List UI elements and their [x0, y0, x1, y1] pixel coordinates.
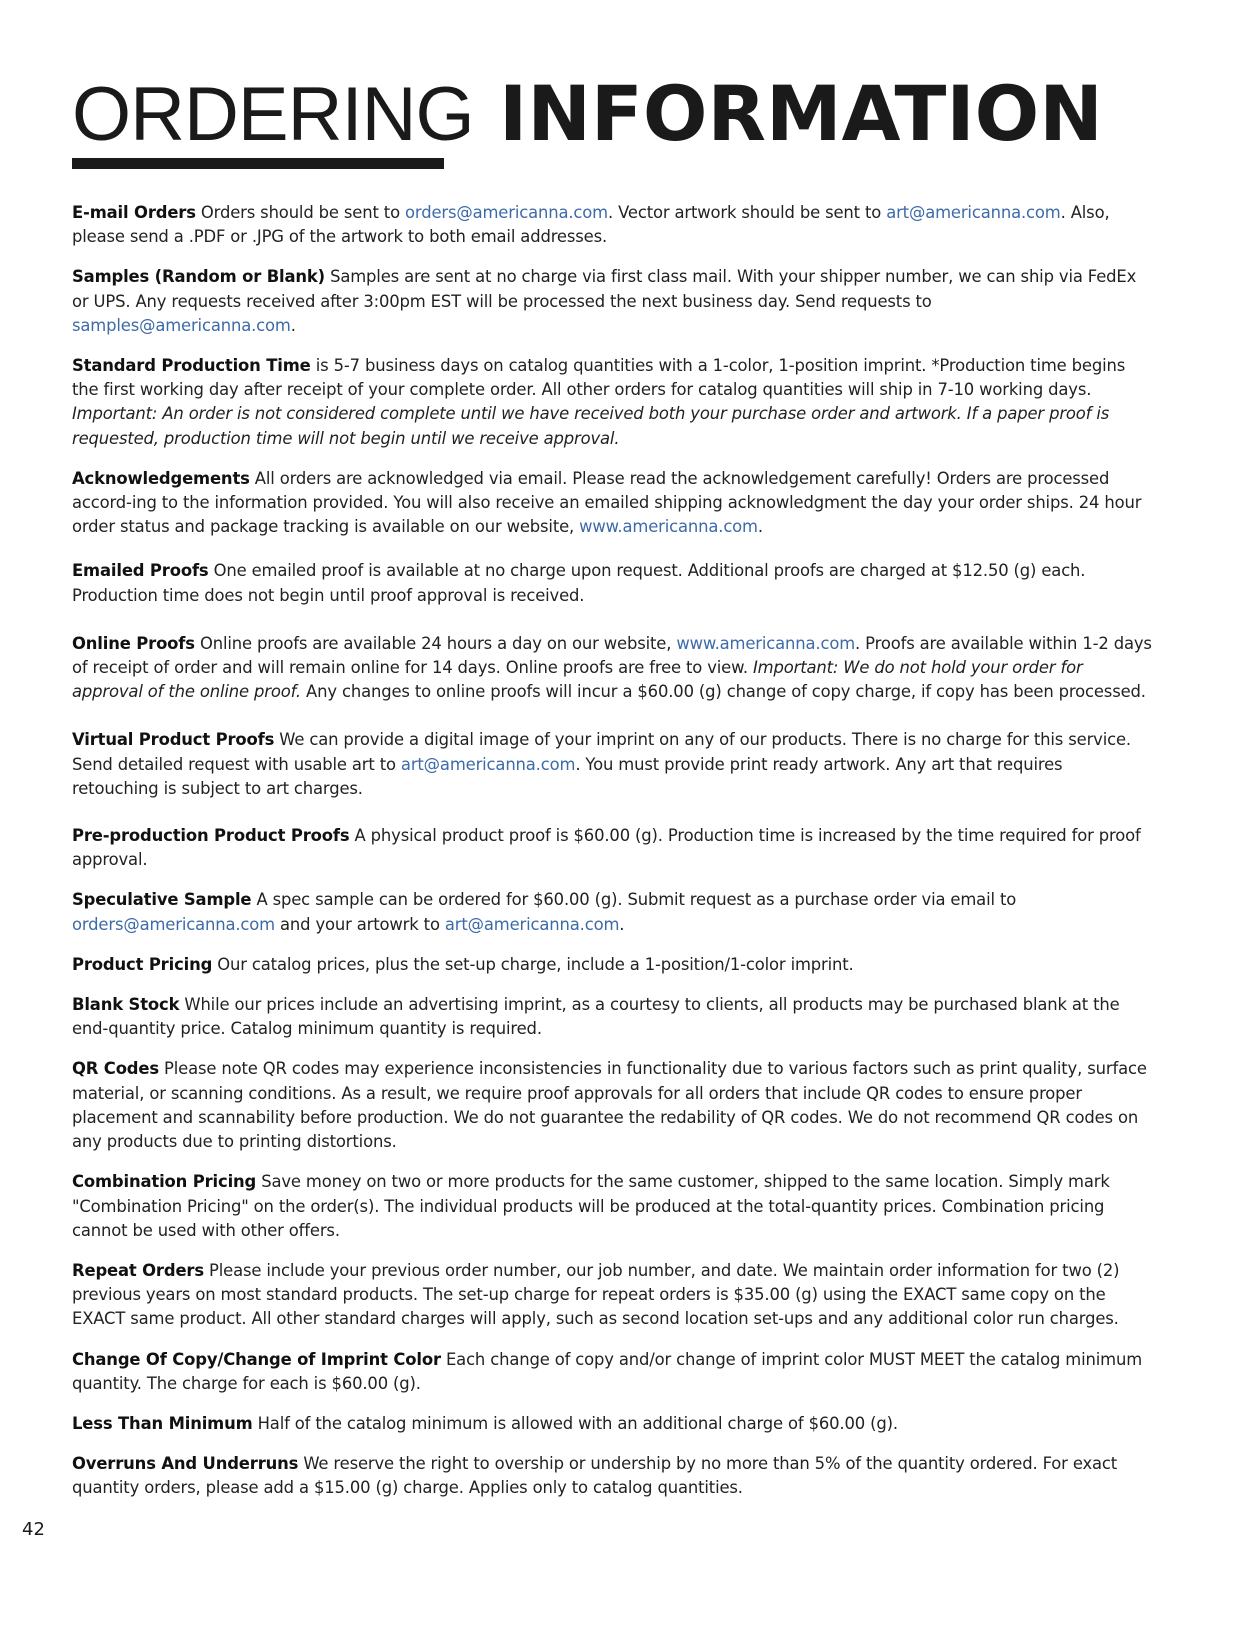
email-link-art[interactable]: art@americanna.com	[400, 754, 576, 774]
section-standard-production	[72, 354, 1154, 451]
section-text: One emailed proof is available at no charge upon request. Additional proofs are charged at $12.50 (g) each. Production time does not begin until proof approval is received.	[72, 561, 1086, 605]
section-heading: Overruns And Underruns	[72, 1454, 299, 1474]
section-text: Please note QR codes may experience inconsistencies in functionality due to various factors such as print quality, surface material, or scanning conditions. As a result, we require proof approvals for all orders that include QR codes to ensure proper placement and scannability before production. We do not guarantee the redability of QR codes. We do not recommend QR codes on any products due to printing distortions.	[72, 1059, 1147, 1152]
section-combination-pricing	[72, 1170, 1154, 1243]
section-text: . Also, please send a .PDF or .JPG of the artwork to both email addresses.	[72, 203, 1110, 247]
email-link-art[interactable]: art@americanna.com	[444, 914, 620, 934]
email-link-art[interactable]: art@americanna.com	[886, 203, 1061, 222]
section-heading: Product Pricing	[72, 954, 213, 974]
section-heading: QR Codes	[72, 1059, 159, 1079]
website-link[interactable]: www.americanna.com	[579, 517, 758, 537]
section-heading: Pre-production Product Proofs	[72, 826, 350, 846]
section-heading: E-mail Orders	[72, 203, 196, 222]
section-text: .	[619, 914, 625, 934]
section-qr-codes	[72, 1057, 1154, 1154]
section-change-of-copy	[72, 1348, 1154, 1396]
section-italic-note: Important: An order is not considered complete until we have received both your purchase order and artwork. If a paper proof is requested, production time will not begin until we receive approval.	[72, 404, 1110, 448]
section-heading: Acknowledgements	[72, 468, 250, 488]
section-heading: Speculative Sample	[72, 890, 252, 910]
title-underline-rule	[72, 158, 444, 169]
section-speculative-sample	[72, 888, 1154, 936]
section-text: We reserve the right to overship or undership by no more than 5% of the quantity ordered. For exact quantity orders, please add a $15.00 (g) charge. Applies only to catalog quantities.	[72, 1454, 1118, 1498]
section-heading: Virtual Product Proofs	[72, 730, 275, 750]
website-link[interactable]: www.americanna.com	[676, 633, 856, 653]
section-heading: Repeat Orders	[72, 1260, 204, 1280]
section-heading: Change Of Copy/Change of Imprint Color	[72, 1349, 441, 1369]
title-bold-word: INFORMATION	[499, 69, 1103, 158]
page-number: 42	[22, 1519, 45, 1540]
section-heading: Combination Pricing	[72, 1172, 257, 1192]
section-italic-note: Important: We do not hold your order for approval of the online proof.	[72, 658, 1083, 702]
section-heading: Emailed Proofs	[72, 561, 209, 581]
section-product-pricing	[72, 953, 1154, 977]
ordering-info-body	[72, 201, 1154, 1501]
section-text: . Vector artwork should be sent to	[607, 203, 887, 222]
section-text: is 5-7 business days on catalog quantities with a 1-color, 1-position imprint. *Production time begins the first working day after receipt of your complete order. All other orders for catalog quantities will ship in 7-10 working days.	[72, 356, 1126, 400]
section-preproduction-proofs	[72, 824, 1154, 872]
section-overruns	[72, 1452, 1154, 1500]
section-heading: Less Than Minimum	[72, 1413, 253, 1433]
section-repeat-orders	[72, 1259, 1154, 1332]
section-acknowledgements	[72, 467, 1154, 540]
section-heading: Samples (Random or Blank)	[72, 267, 326, 287]
section-text: .	[290, 315, 296, 335]
section-text: Each change of copy and/or change of imprint color MUST MEET the catalog minimum quantity. The charge for each is $60.00 (g).	[72, 1349, 1143, 1393]
section-text: A physical product proof is $60.00 (g). Production time is increased by the time required for proof approval.	[72, 826, 1141, 870]
section-online-proofs	[72, 632, 1154, 705]
section-text: Any changes to online proofs will incur a $60.00 (g) change of copy charge, if copy has been processed.	[301, 682, 1146, 702]
section-less-than-minimum	[72, 1412, 1154, 1436]
section-samples	[72, 265, 1154, 338]
email-link-samples[interactable]: samples@americanna.com	[72, 315, 291, 335]
section-text: A spec sample can be ordered for $60.00 (g). Submit request as a purchase order via email to	[251, 890, 1017, 910]
section-text: . Proofs are available within 1-2 days of receipt of order and will remain online for 14 days. Online proofs are free to view.	[72, 633, 1152, 678]
section-blank-stock	[72, 993, 1154, 1041]
section-text: Samples are sent at no charge via first class mail. With your shipper number, we can ship via FedEx or UPS. Any requests received after 3:00pm EST will be processed the next business day. Send requests to	[72, 267, 1137, 311]
section-heading: Online Proofs	[72, 633, 195, 653]
section-text: and your artowrk to	[274, 914, 445, 934]
section-text: Save money on two or more products for the same customer, shipped to the same location. Simply mark "Combination Pricing" on the order(s). The individual products will be produced at the total-quantity prices. Combination pricing cannot be used with other offers.	[72, 1172, 1110, 1240]
email-link-orders[interactable]: orders@americanna.com	[405, 203, 608, 222]
section-text: Orders should be sent to	[195, 203, 406, 222]
section-text: Please include your previous order number, our job number, and date. We maintain order information for two (2) previous years on most standard products. The set-up charge for repeat orders is $35.00 (g) using the EXACT same copy on the EXACT same product. All other standard charges will apply, such as second location set-ups and any additional color run charges.	[72, 1260, 1120, 1329]
section-text: .	[757, 517, 763, 537]
page-title	[72, 69, 1103, 158]
section-emailed-proofs	[72, 559, 1154, 607]
section-text: Our catalog prices, plus the set-up charge, include a 1-position/1-color imprint.	[212, 954, 854, 974]
section-text: All orders are acknowledged via email. Please read the acknowledgement carefully! Orders are processed accord-ing to the information provided. You will also receive an emailed shipping acknowledgment the day your order ships. 24 hour order status and package tracking is available on our website,	[72, 468, 1142, 537]
section-text: We can provide a digital image of your imprint on any of our products. There is no charge for this service. Send detailed request with usable art to	[72, 730, 1131, 774]
section-text: . You must provide print ready artwork. Any art that requires retouching is subject to art charges.	[72, 754, 1063, 798]
section-heading: Blank Stock	[72, 995, 180, 1015]
section-email-orders	[72, 201, 1154, 249]
email-link-orders[interactable]: orders@americanna.com	[72, 914, 275, 934]
section-text: While our prices include an advertising imprint, as a courtesy to clients, all products may be purchased blank at the end-quantity price. Catalog minimum quantity is required.	[72, 995, 1120, 1039]
section-text: Online proofs are available 24 hours a day on our website,	[194, 633, 677, 653]
section-text: Half of the catalog minimum is allowed with an additional charge of $60.00 (g).	[252, 1413, 898, 1433]
title-light-word: ORDERING	[72, 72, 474, 157]
section-heading: Standard Production Time	[72, 356, 311, 376]
section-virtual-proofs	[72, 728, 1154, 801]
